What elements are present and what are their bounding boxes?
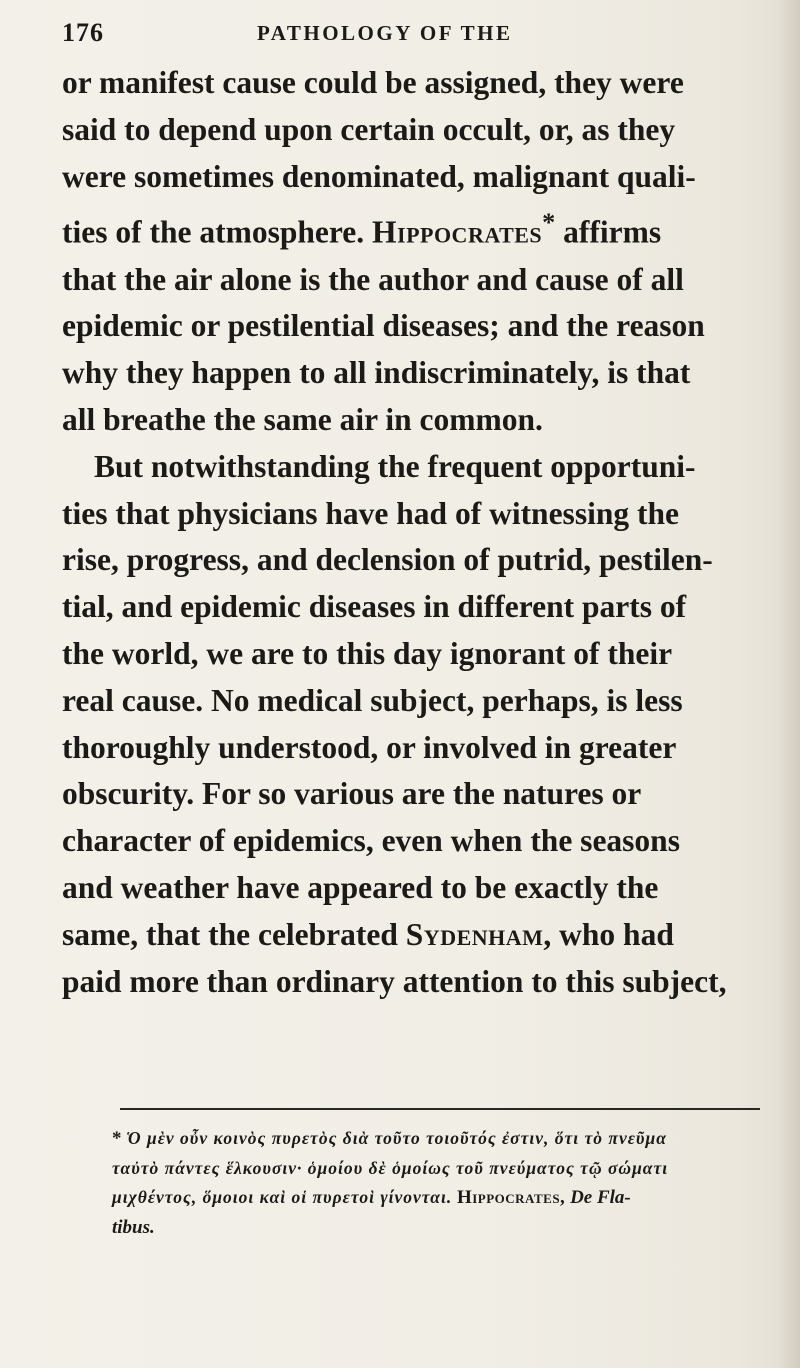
footnote-line — [112, 1213, 772, 1243]
text-line: tial, and epidemic diseases in different parts of — [62, 589, 687, 625]
greek-quotation: μιχθέντος, ὅμοιοι καὶ οἱ πυρετοὶ γίνονται. — [112, 1187, 453, 1207]
text-fragment: affirms — [555, 214, 662, 250]
greek-quotation: ταὐτὸ πάντες ἕλκουσιν· ὁμοίου δὲ ὁμοίως τοῦ πνεύματος τῷ σώματι — [112, 1157, 669, 1178]
text-line: rise, progress, and declension of putrid, pestilen- — [62, 542, 713, 578]
text-fragment: ties of the atmosphere. — [62, 214, 365, 250]
page-number: 176 — [62, 18, 104, 47]
footnote — [112, 1124, 772, 1242]
text-line: or manifest cause could be assigned, they were — [62, 65, 684, 100]
text-line: were sometimes denominated, malignant quali- — [62, 158, 696, 194]
footnote-marker: * — [112, 1128, 127, 1149]
running-head: PATHOLOGY OF THE — [257, 21, 513, 45]
text-line: epidemic or pestilential diseases; and the reason — [62, 308, 705, 344]
text-line-with-name — [62, 912, 762, 959]
footnote-line — [112, 1154, 772, 1184]
citation-author: Hippocrates, — [456, 1187, 566, 1208]
text-line: that the air alone is the author and cause of all — [62, 261, 684, 297]
text-line: the world, we are to this day ignorant of their — [62, 636, 673, 672]
text-line: said to depend upon certain occult, or, as they — [62, 111, 676, 147]
text-line: all breathe the same air in common. — [62, 402, 543, 438]
greek-quotation: Ὁ μὲν οὖν κοινὸς πυρετὸς διὰ τοῦτο τοιοῦτός ἐστιν, ὅτι τὸ πνεῦμα — [126, 1128, 667, 1148]
page-edge-shadow — [778, 0, 800, 1368]
text-line: why they happen to all indiscriminately, is that — [62, 355, 691, 391]
footnote-line — [112, 1183, 772, 1213]
text-line-with-name — [62, 200, 762, 256]
name-hippocrates: Hippocrates — [372, 214, 543, 250]
text-line: real cause. No medical subject, perhaps, is less — [62, 682, 683, 718]
name-sydenham: Sydenham — [405, 916, 544, 952]
text-line: and weather have appeared to be exactly the — [62, 870, 659, 906]
footnote-line — [112, 1124, 772, 1154]
footnote-divider — [120, 1108, 760, 1110]
text-line: ties that physicians have had of witnessing the — [62, 495, 679, 531]
text-fragment: , who had — [543, 916, 674, 952]
text-line: paid more than ordinary attention to this subject, — [62, 963, 727, 999]
page-header — [62, 18, 742, 58]
text-line: obscurity. For so various are the natures or — [62, 776, 642, 812]
text-line: thoroughly understood, or involved in greater — [62, 729, 677, 765]
citation-title: De Fla- — [570, 1187, 631, 1208]
text-line: character of epidemics, even when the seasons — [62, 823, 680, 859]
paragraph-start-line: But notwithstanding the frequent opportuni- — [94, 448, 696, 484]
footnote-reference: * — [542, 208, 556, 238]
body-text — [62, 60, 762, 1005]
text-fragment: same, that the celebrated — [62, 916, 398, 952]
citation-title: tibus. — [112, 1216, 155, 1238]
